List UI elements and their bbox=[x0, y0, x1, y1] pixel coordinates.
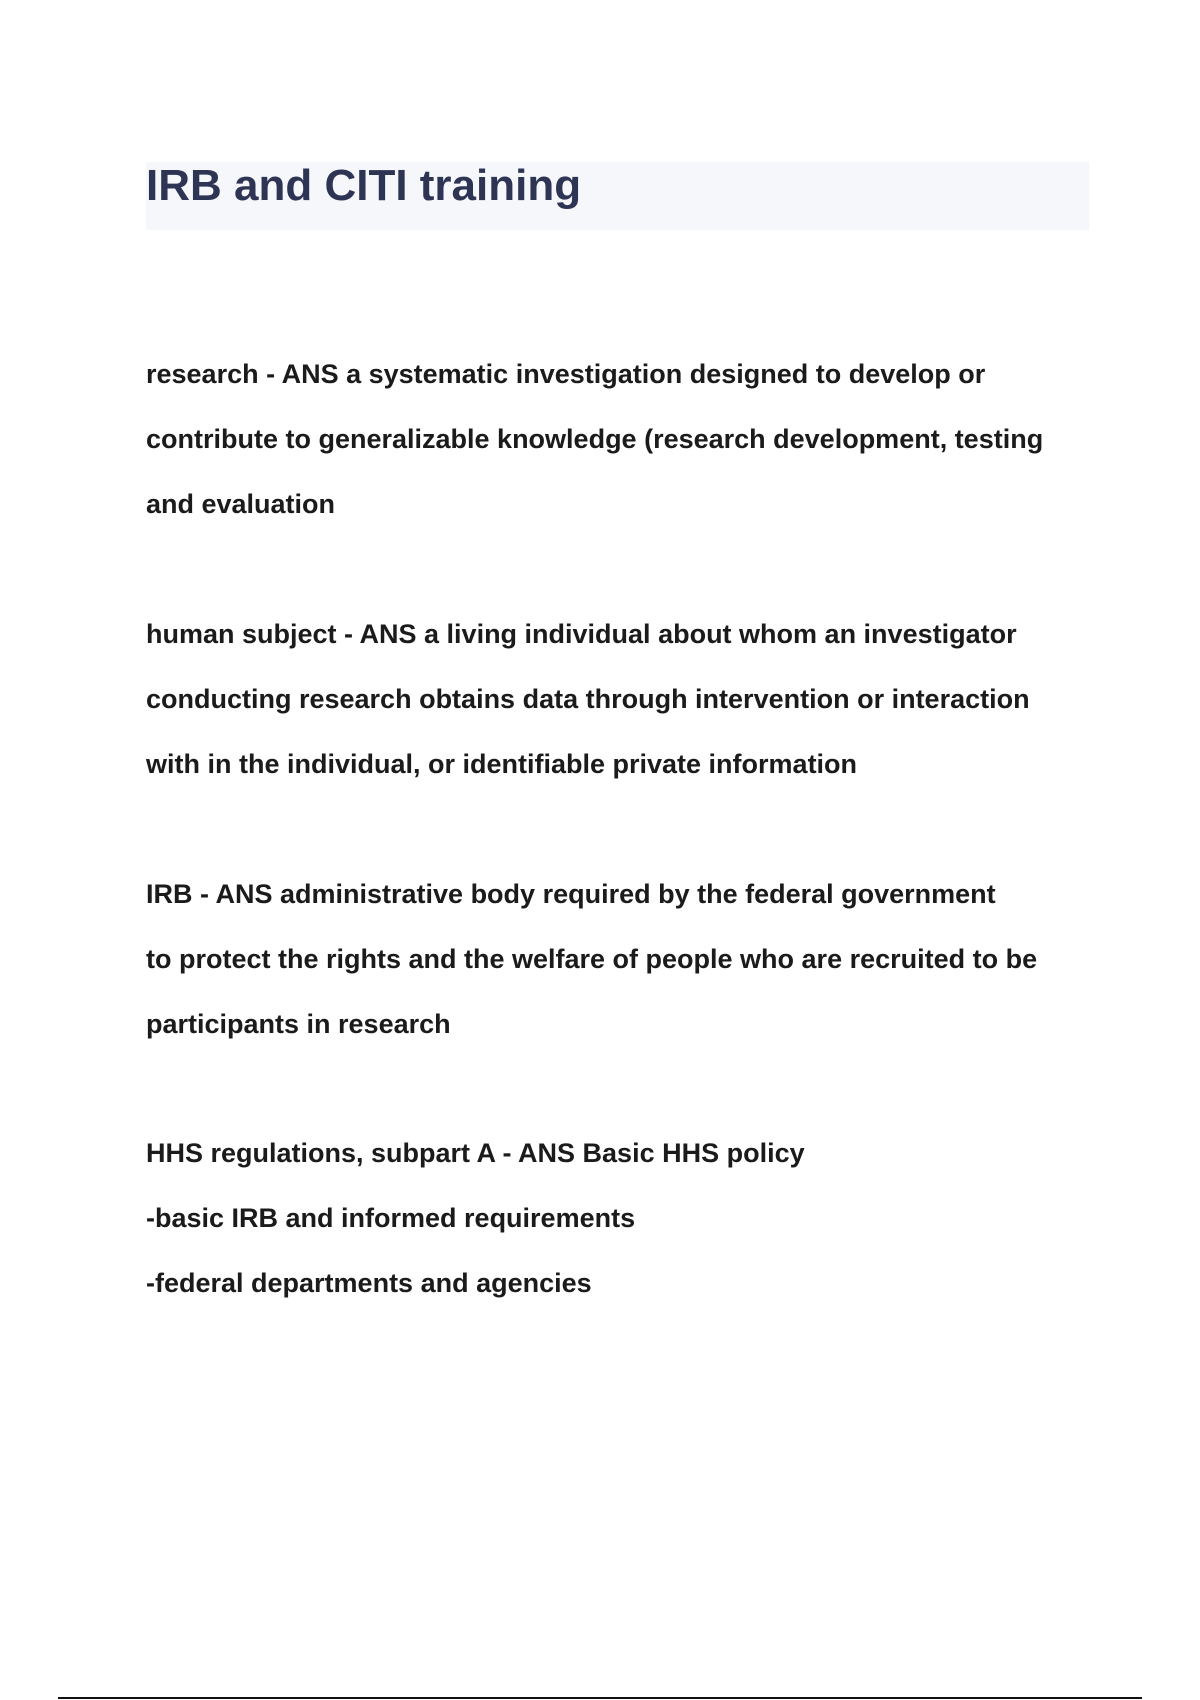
entry-line: human subject - ANS a living individual about whom an investigator bbox=[146, 619, 1017, 649]
definition-entry-human-subject bbox=[146, 602, 1106, 797]
entry-line: with in the individual, or identifiable private information bbox=[146, 749, 858, 779]
entry-line: participants in research bbox=[146, 1009, 451, 1039]
definition-entry-research bbox=[146, 342, 1106, 537]
entry-line: research - ANS a systematic investigation designed to develop or bbox=[146, 359, 986, 389]
entry-line: HHS regulations, subpart A - ANS Basic HHS policy bbox=[146, 1138, 805, 1168]
definition-entry-irb bbox=[146, 862, 1106, 1057]
page-title: IRB and CITI training bbox=[146, 161, 582, 210]
entry-line: conducting research obtains data through intervention or interaction bbox=[146, 684, 1030, 714]
entry-line: to protect the rights and the welfare of people who are recruited to be bbox=[146, 944, 1038, 974]
entry-line: IRB - ANS administrative body required by the federal government bbox=[146, 879, 996, 909]
entry-line: and evaluation bbox=[146, 489, 336, 519]
footer-divider bbox=[58, 1697, 1142, 1699]
entry-line: contribute to generalizable knowledge (research development, testing bbox=[146, 424, 1044, 454]
entry-line: -basic IRB and informed requirements bbox=[146, 1203, 636, 1233]
entry-line: -federal departments and agencies bbox=[146, 1268, 592, 1298]
definition-entry-hhs-regulations bbox=[146, 1121, 1106, 1316]
